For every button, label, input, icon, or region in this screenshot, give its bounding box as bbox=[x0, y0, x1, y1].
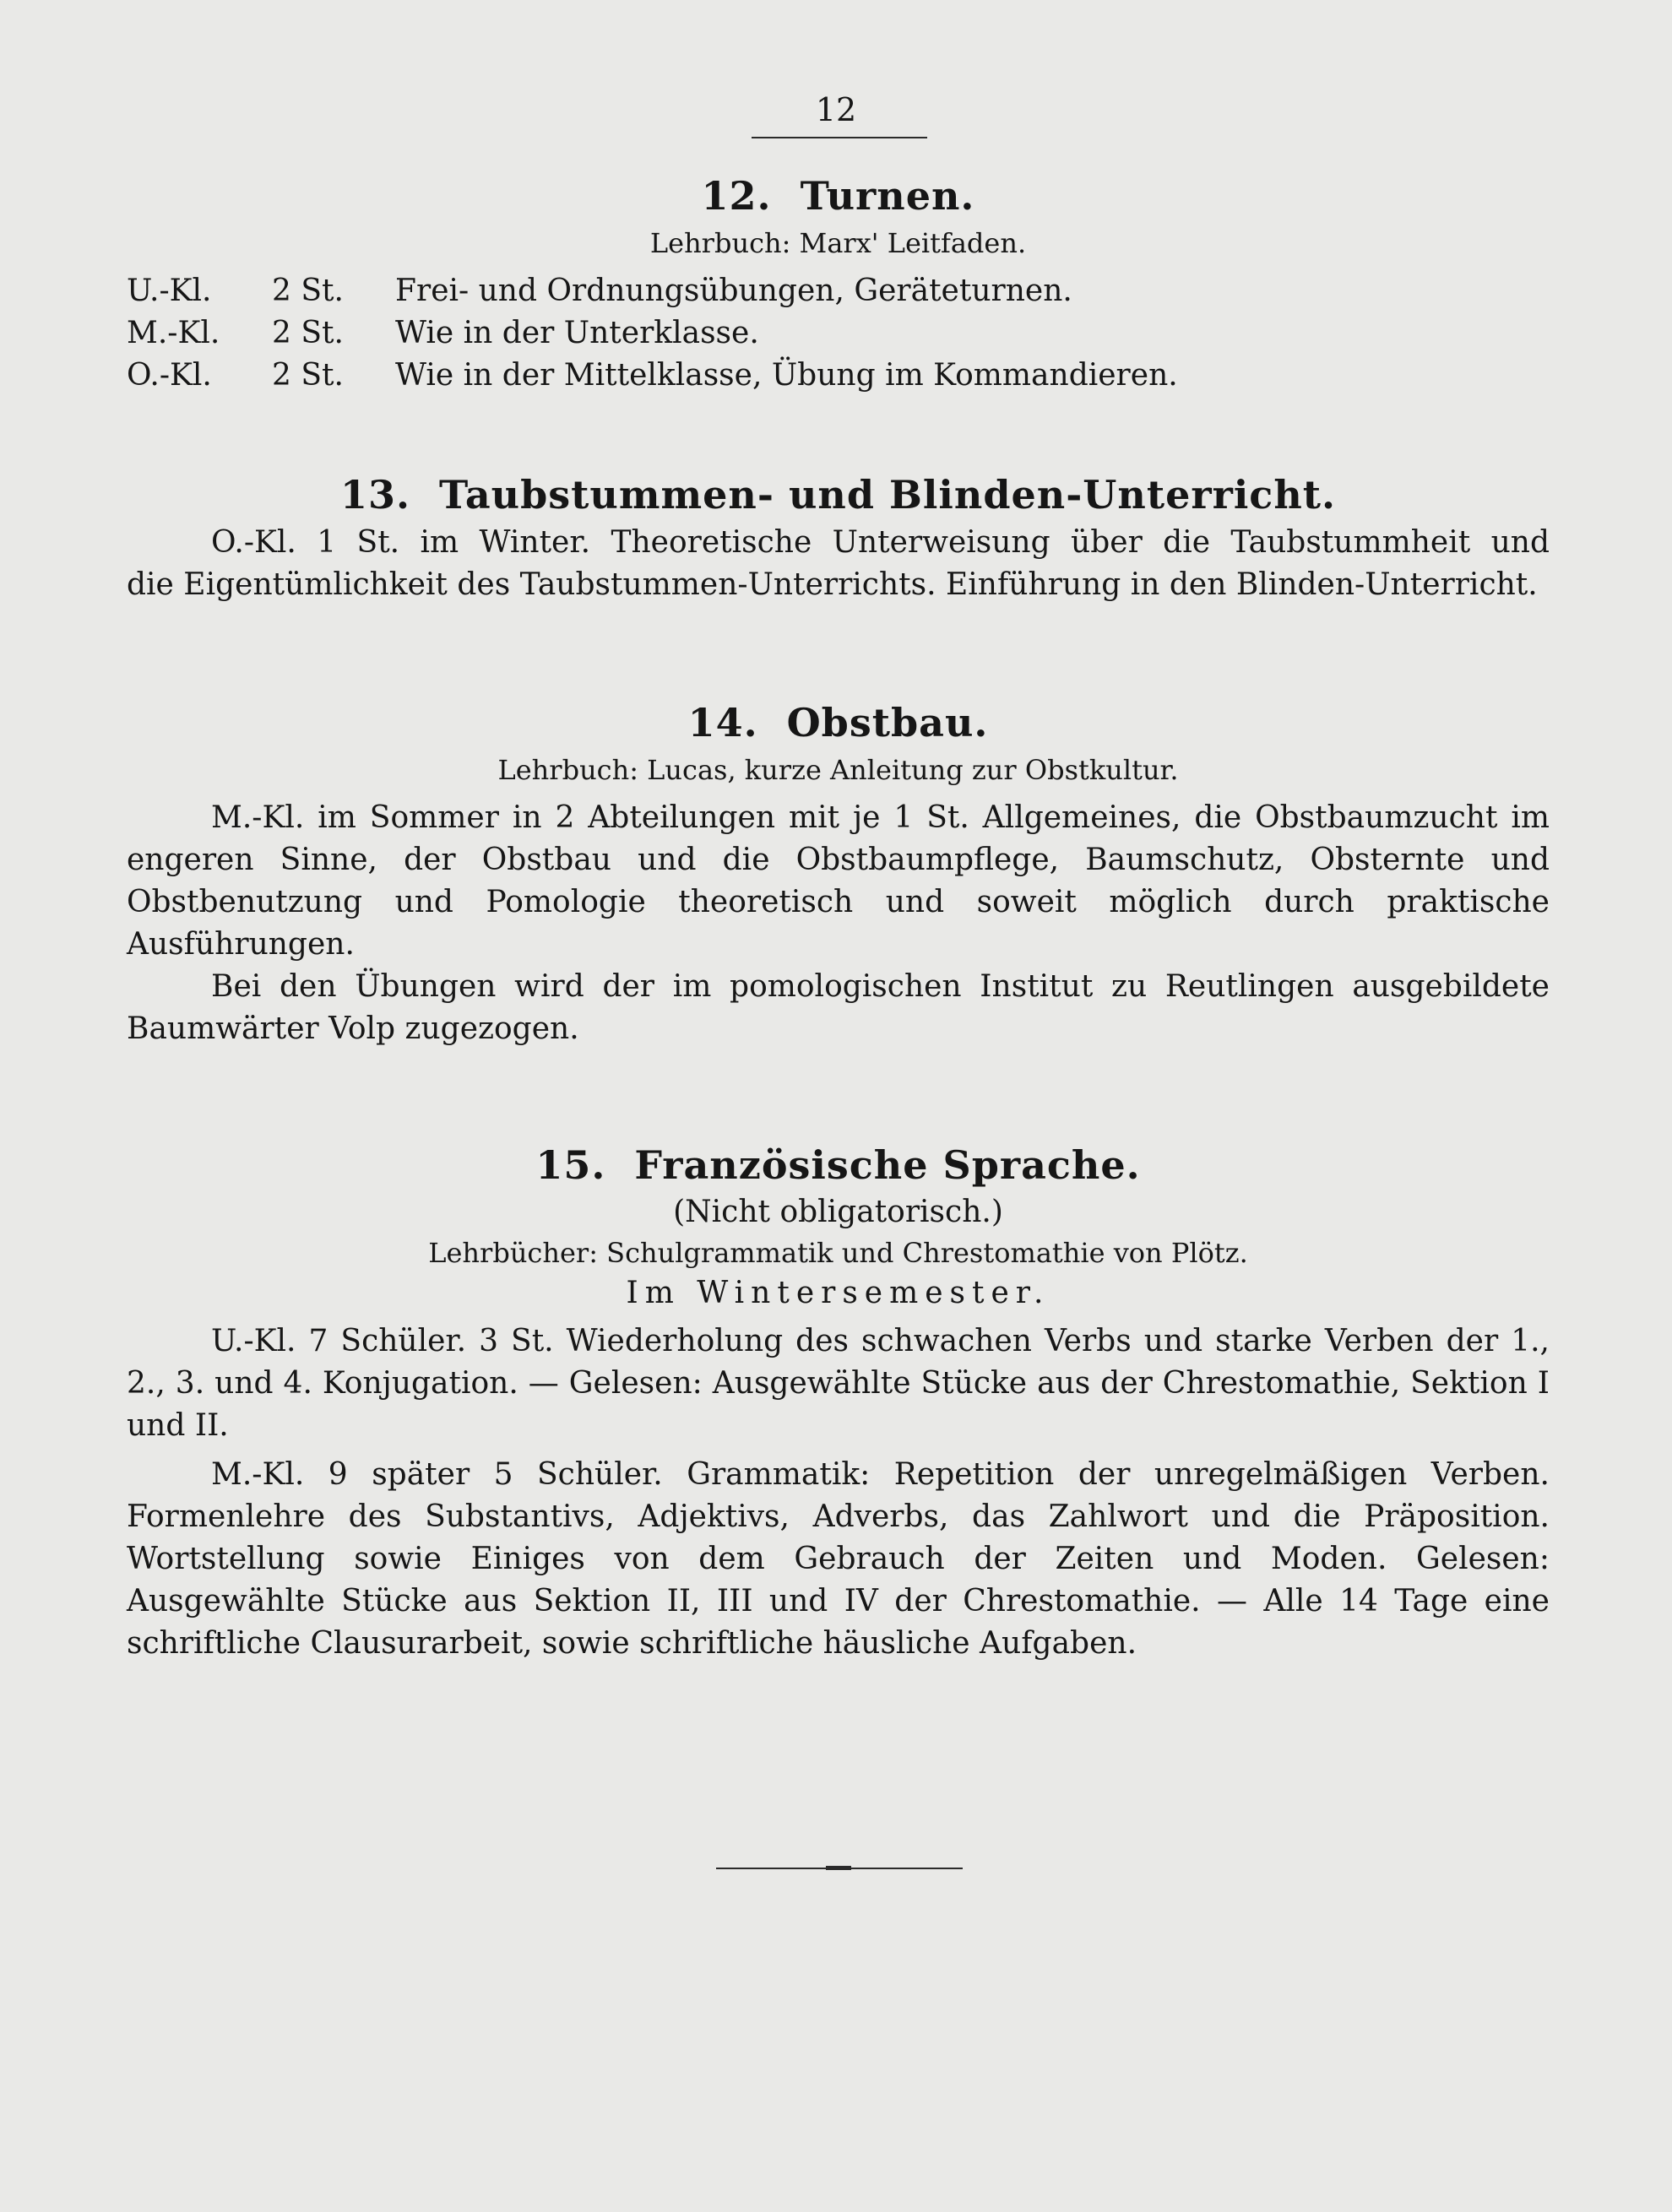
class-row bbox=[127, 355, 1550, 397]
section-obstbau bbox=[127, 696, 1550, 1050]
paragraph: M.-Kl. 9 später 5 Schüler. Grammatik: Repetition der unregelmäßigen Verben. Formenlehre des Substantivs, Adjektivs, Adverbs, das Zahlwort und die Präposition. Wortstellung sowie Einiges von dem Gebrauch der Zeiten und Moden. Gelesen: Ausgewählte Stücke aus Sektion II, III und IV der Chrestomathie. — Alle 14 Tage eine schriftliche Clausurarbeit, sowie schriftliche häusliche Aufgaben. bbox=[127, 1457, 1550, 1661]
paragraph-line: die Eigentümlichkeit des Taubstummen-Unterrichts. Einführung in den Blinden-Unterricht. bbox=[127, 567, 1538, 602]
class-content: Wie in der Unterklasse. bbox=[395, 316, 759, 350]
class-row bbox=[127, 270, 1550, 312]
textbook-line: Lehrbuch: Lucas, kurze Anleitung zur Obstkultur. bbox=[497, 754, 1179, 786]
class-label: O.-Kl. bbox=[127, 358, 212, 393]
section-title: Turnen. bbox=[800, 173, 975, 219]
header-rule bbox=[752, 137, 927, 138]
section-title: Taubstummen- und Blinden-Unterricht. bbox=[438, 472, 1337, 518]
section-number: 14. bbox=[687, 700, 758, 745]
paragraph: U.-Kl. 7 Schüler. 3 St. Wiederholung des schwachen Verbs und starke Verben der 1., 2., 3. und 4. Konjugation. — Gelesen: Ausgewählte Stücke aus der Chrestomathie, Sektion I und II. bbox=[127, 1324, 1550, 1443]
class-row bbox=[127, 312, 1550, 355]
end-rule-mark bbox=[826, 1866, 851, 1870]
section-number: 13. bbox=[339, 472, 410, 518]
textbook-line: Lehrbücher: Schulgrammatik und Chrestomathie von Plötz. bbox=[428, 1237, 1248, 1269]
section-title: Französische Sprache. bbox=[634, 1142, 1141, 1188]
paragraph-line: O.-Kl. 1 St. im Winter. Theoretische Unterweisung über die Taubstummheit und bbox=[211, 525, 1550, 560]
section-taubstummen bbox=[127, 468, 1550, 606]
class-label: U.-Kl. bbox=[127, 274, 212, 308]
section-franzoesisch bbox=[127, 1138, 1550, 1665]
section-heading bbox=[127, 169, 1550, 223]
class-content: Wie in der Mittelklasse, Übung im Kommandieren. bbox=[395, 358, 1178, 393]
section-turnen bbox=[127, 169, 1550, 397]
paragraph: Bei den Übungen wird der im pomologischen Institut zu Reutlingen ausgebildete Baumwärter Volp zugezogen. bbox=[127, 969, 1550, 1046]
section-heading bbox=[127, 1138, 1550, 1192]
section-number: 12. bbox=[701, 173, 772, 219]
hours-label: 2 St. bbox=[272, 316, 344, 350]
textbook-line: Lehrbuch: Marx' Leitfaden. bbox=[649, 227, 1027, 259]
semester-heading: Im Wintersemester. bbox=[626, 1276, 1050, 1310]
section-number: 15. bbox=[535, 1142, 606, 1188]
section-title: Obstbau. bbox=[786, 700, 989, 745]
section-heading bbox=[127, 696, 1550, 750]
hours-label: 2 St. bbox=[272, 274, 344, 308]
document-body bbox=[127, 169, 1550, 1665]
page-number: 12 bbox=[815, 91, 857, 128]
class-content: Frei- und Ordnungsübungen, Geräteturnen. bbox=[395, 274, 1072, 308]
paragraph: M.-Kl. im Sommer in 2 Abteilungen mit je 1 St. Allgemeines, die Obstbaumzucht im engeren Sinne, der Obstbau und die Obstbaumpflege, Baumschutz, Obsternte und Obstbenutzung und Pomologie theoretisch und soweit möglich durch praktische Ausführungen. bbox=[127, 800, 1550, 962]
class-label: M.-Kl. bbox=[127, 316, 220, 350]
section-heading bbox=[127, 468, 1550, 522]
note-line: (Nicht obligatorisch.) bbox=[673, 1195, 1003, 1229]
hours-label: 2 St. bbox=[272, 358, 344, 393]
